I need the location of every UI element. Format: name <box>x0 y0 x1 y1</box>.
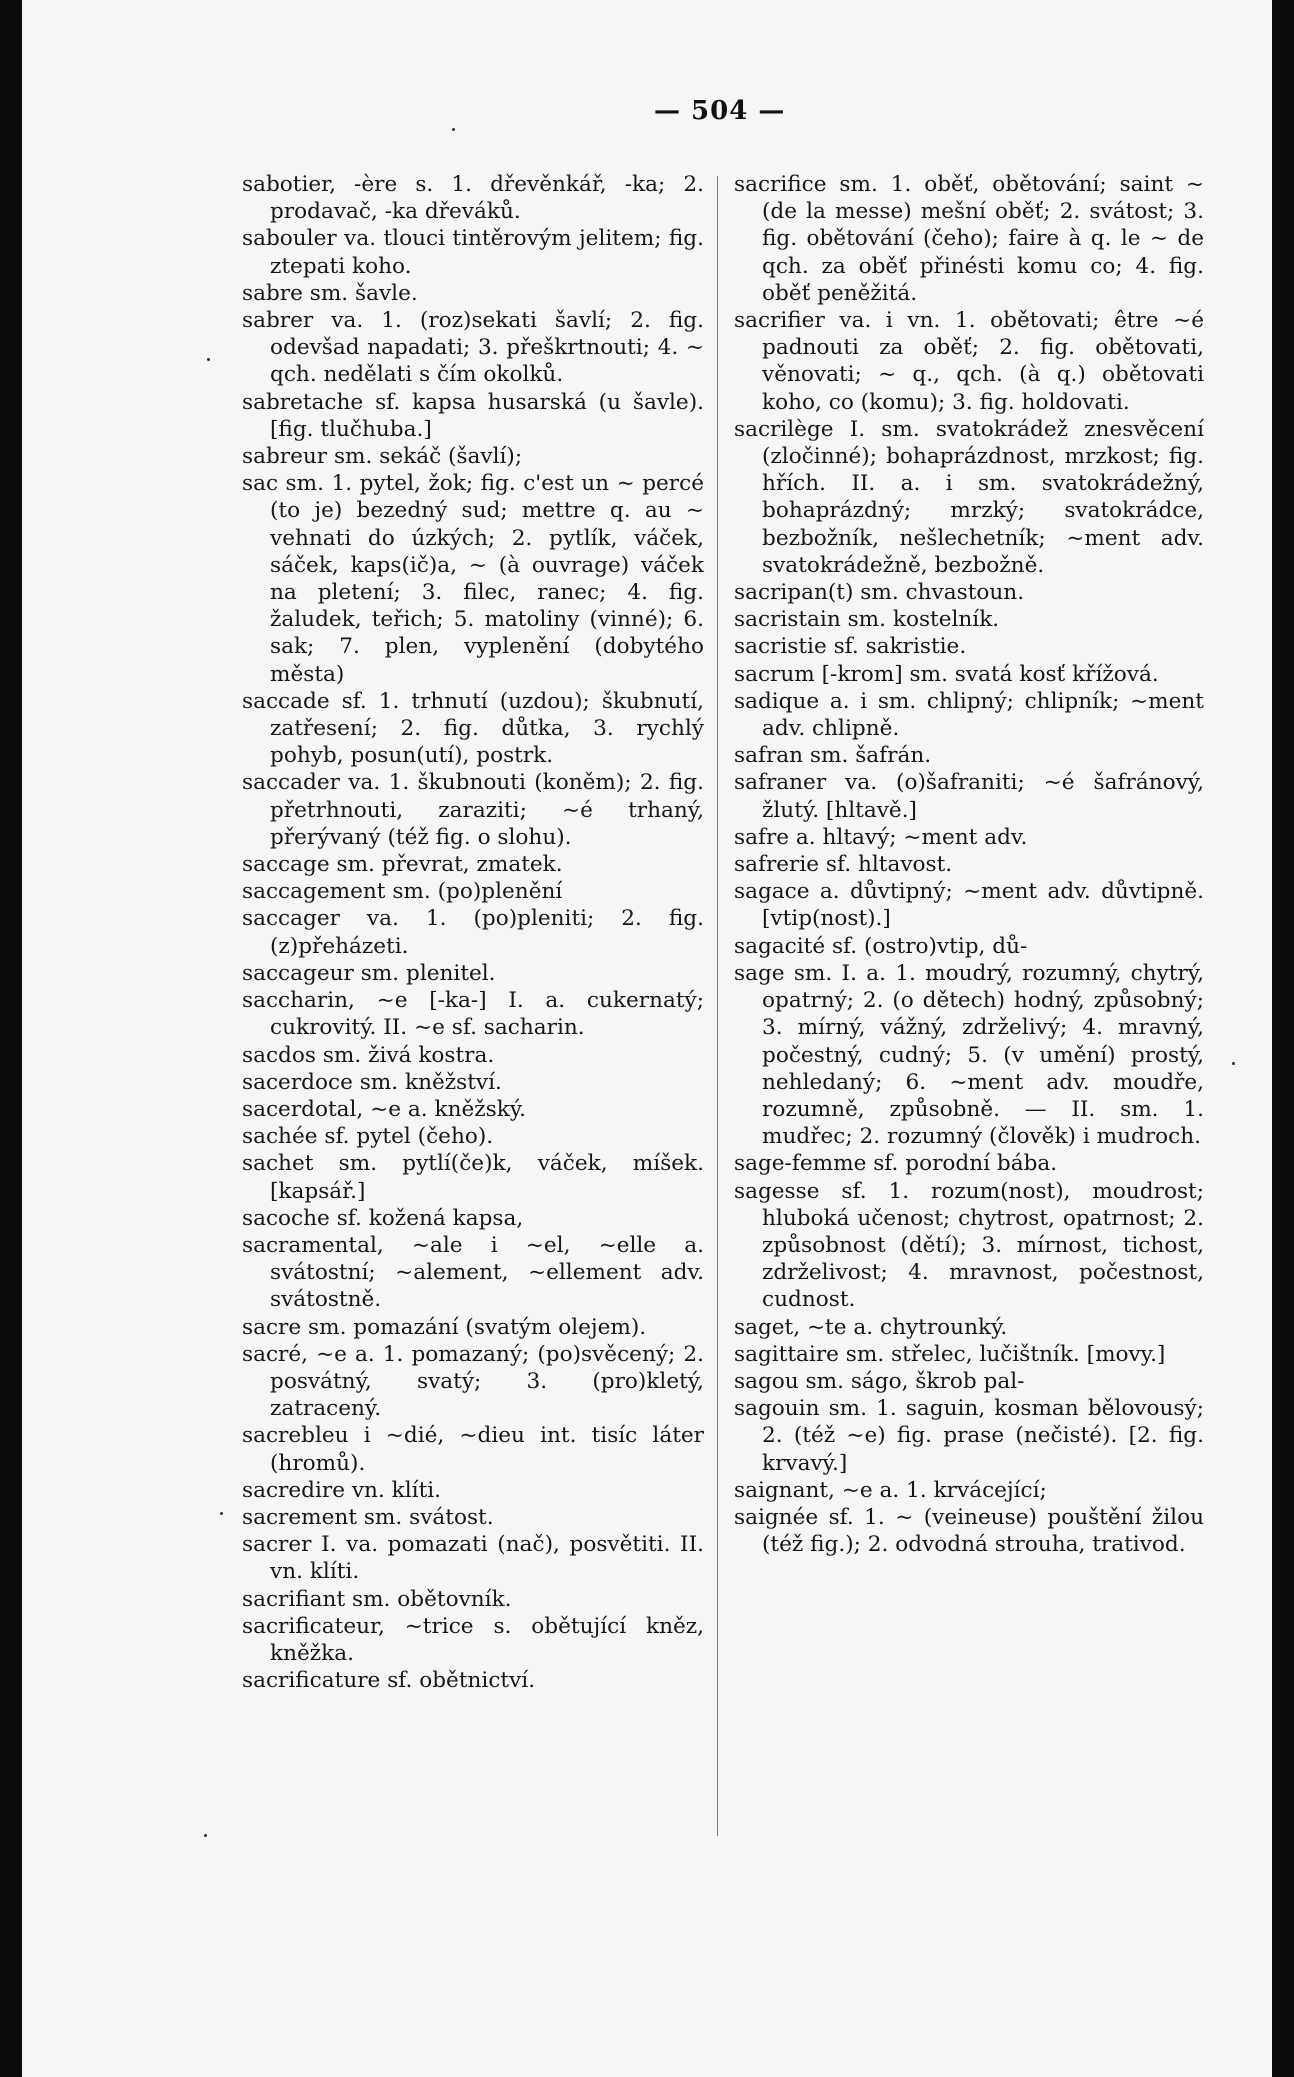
print-speck <box>452 128 455 131</box>
dictionary-entry: sagesse sf. 1. rozum(nost), moudrost; hluboká učenost; chytrost, opatrnost; 2. způsobnost (dětí); 3. mírnost, tichost, zdrželivost; 4. mravnost, počestnost, cudnost. <box>734 1178 1204 1313</box>
dictionary-page <box>22 0 1272 2077</box>
dictionary-entry: sacerdotal, ~e a. kněžský. <box>242 1096 527 1122</box>
dictionary-entry: sac sm. 1. pytel, žok; fig. c'est un ~ percé (to je) bezedný sud; mettre q. au ~ vehnati do úzkých; 2. pytlík, váček, sáček, kaps(ič)a, ~ (à ouvrage) váček na pletení; 3. filec, ranec; 4. fig. žaludek, teřich; 5. matoliny (vinné); 6. sak; 7. plen, vyplenění (dobytého města) <box>242 471 704 687</box>
dictionary-entry: saccharin, ~e [-ka-] I. a. cukernatý; cukrovitý. II. ~e sf. sacharin. <box>242 988 704 1041</box>
dictionary-entry: sabrer va. 1. (roz)sekati šavlí; 2. fig. odevšad napadati; 3. přeškrtnouti; 4. ~ qch. nedělati s čím okolků. <box>242 308 704 388</box>
dictionary-entry: saccagement sm. (po)plenění <box>242 879 563 905</box>
dictionary-entry: saignant, ~e a. 1. krvácející; <box>734 1477 1047 1503</box>
dictionary-entry: sacrifiant sm. obětovník. <box>242 1586 512 1612</box>
dictionary-entry: sacrilège I. sm. svatokrádež znesvěcení (zločinné); bohaprázdnost, mrzkost; fig. hřích. II. a. i sm. svatokrádežný, bohaprázdný; mrzký; svatokrádce, bezbožník, nešlechetník; ~ment adv. svatokrádežně, bezbožně. <box>734 416 1204 578</box>
dictionary-entry: saget, ~te a. chytrounký. <box>734 1314 1008 1340</box>
dictionary-entry: sacrement sm. svátost. <box>242 1504 494 1530</box>
dictionary-entry: sabreur sm. sekáč (šavlí); <box>242 444 523 470</box>
dictionary-entry: sachet sm. pytlí(če)k, váček, míšek. [kapsář.] <box>242 1151 704 1204</box>
scan-edge <box>1272 0 1294 2077</box>
dictionary-entry: sacrificateur, ~trice s. obětující kněz, kněžka. <box>242 1613 704 1666</box>
page-number: — 504 — <box>654 96 786 126</box>
dictionary-entry: sacramental, ~ale i ~el, ~elle a. svátostní; ~alement, ~ellement adv. svátostně. <box>242 1232 704 1313</box>
dictionary-entry: safre a. hltavý; ~ment adv. <box>734 824 1028 850</box>
dictionary-entry: safran sm. šafrán. <box>734 743 932 769</box>
dictionary-entry: saccade sf. 1. trhnutí (uzdou); škubnutí, zatřesení; 2. fig. důtka, 3. rychlý pohyb, posun(utí), postrk. <box>242 688 704 769</box>
dictionary-entry: sachée sf. pytel (čeho). <box>242 1124 494 1150</box>
dictionary-entry: saccader va. 1. škubnouti (koněm); 2. fig. přetrhnouti, zaraziti; ~é trhaný, přerývaný (též fig. o slohu). <box>242 770 704 850</box>
print-speck <box>1232 1062 1235 1065</box>
dictionary-entry: sagace a. důvtipný; ~ment adv. důvtipně. [vtip(nost).] <box>734 879 1204 932</box>
left-column <box>242 171 704 1694</box>
dictionary-entry: sacré, ~e a. 1. pomazaný; (po)svěcený; 2. posvátný, svatý; 3. (pro)kletý, zatracený. <box>242 1341 704 1422</box>
dictionary-entry: sacrum [-krom] sm. svatá kosť křížová. <box>734 661 1159 687</box>
dictionary-entry: sagouin sm. 1. saguin, kosman bělovousý; 2. (též ~e) fig. prase (nečisté). [2. fig. krvavý.] <box>734 1396 1204 1476</box>
dictionary-entry: sacrer I. va. pomazati (nač), posvětiti. II. vn. klíti. <box>242 1532 704 1585</box>
column-divider <box>717 176 718 1836</box>
dictionary-entry: sagacité sf. (ostro)vtip, dů- <box>734 933 1028 959</box>
dictionary-entry: sabretache sf. kapsa husarská (u šavle). [fig. tlučhuba.] <box>242 389 704 442</box>
dictionary-entry: sacrifier va. i vn. 1. obětovati; être ~é padnouti za oběť; 2. fig. obětovati, věnovati; ~ q., qch. (à q.) obětovati koho, co (komu); 3. fig. holdovati. <box>734 308 1204 415</box>
dictionary-entry: sacristie sf. sakristie. <box>734 634 967 660</box>
dictionary-entry: sacre sm. pomazání (svatým olejem). <box>242 1314 647 1340</box>
dictionary-entry: saccage sm. převrat, zmatek. <box>242 852 563 878</box>
dictionary-entry: sadique a. i sm. chlipný; chlipník; ~ment adv. chlipně. <box>734 688 1204 742</box>
dictionary-entry: sacdos sm. živá kostra. <box>242 1042 495 1068</box>
print-speck <box>207 358 210 361</box>
dictionary-entry: sacripan(t) sm. chvastoun. <box>734 580 1025 606</box>
dictionary-entry: sacoche sf. kožená kapsa, <box>242 1205 524 1231</box>
dictionary-entry: sabre sm. šavle. <box>242 280 418 306</box>
dictionary-entry: sacrebleu i ~dié, ~dieu int. tisíc láter (hromů). <box>242 1423 704 1476</box>
dictionary-entry: sacrifice sm. 1. oběť, obětování; saint ~ (de la messe) mešní oběť; 2. svátost; 3. fig. obětování (čeho); faire à q. le ~ de qch. za oběť přinésti komu co; 4. fig. oběť peněžitá. <box>734 172 1204 306</box>
dictionary-entry: sagittaire sm. střelec, lučištník. [movy.] <box>734 1341 1166 1367</box>
dictionary-entry: saccager va. 1. (po)pleniti; 2. fig. (z)přeházeti. <box>242 906 704 959</box>
dictionary-entry: sacrificature sf. obětnictví. <box>242 1668 536 1694</box>
dictionary-entry: sabotier, -ère s. 1. dřevěnkář, -ka; 2. prodavač, -ka dřeváků. <box>242 172 704 225</box>
dictionary-entry: safraner va. (o)šafraniti; ~é šafránový, žlutý. [hltavě.] <box>734 770 1204 823</box>
dictionary-entry: saignée sf. 1. ~ (veineuse) pouštění žilou (též fig.); 2. odvodná strouha, trativod. <box>734 1504 1204 1558</box>
dictionary-entry: sabouler va. tlouci tintěrovým jelitem; fig. ztepati koho. <box>242 226 704 279</box>
right-column <box>734 171 1204 1558</box>
dictionary-entry: sacredire vn. klíti. <box>242 1477 442 1503</box>
print-speck <box>220 1512 223 1515</box>
dictionary-entry: sacristain sm. kostelník. <box>734 607 1000 633</box>
dictionary-entry: safrerie sf. hltavost. <box>734 852 953 878</box>
dictionary-entry: saccageur sm. plenitel. <box>242 960 496 986</box>
dictionary-entry: sage-femme sf. porodní bába. <box>734 1151 1058 1177</box>
dictionary-entry: sage sm. I. a. 1. moudrý, rozumný, chytrý, opatrný; 2. (o dětech) hodný, způsobný; 3. mírný, vážný, zdrželivý; 4. mravný, počestný, cudný; 5. (v umění) prostý, nehledaný; 6. ~ment adv. moudře, rozumně, způsobně. — II. sm. 1. mudřec; 2. rozumný (člověk) i mudroch. <box>734 960 1204 1150</box>
print-speck <box>204 1834 207 1837</box>
dictionary-entry: sagou sm. ságo, škrob pal- <box>734 1368 1025 1394</box>
dictionary-entry: sacerdoce sm. kněžství. <box>242 1069 502 1095</box>
